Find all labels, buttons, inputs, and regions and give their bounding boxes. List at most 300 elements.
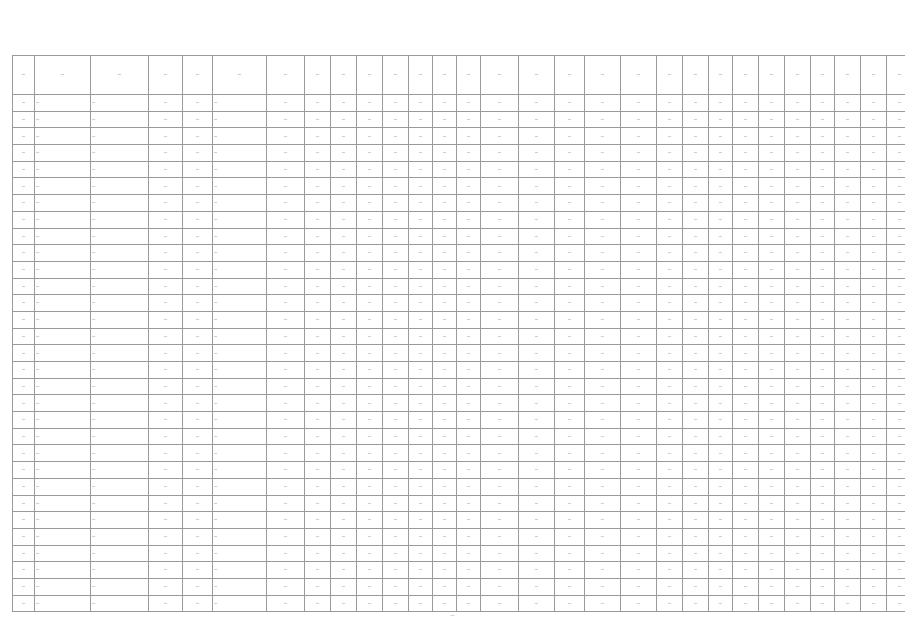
table-cell: — [433,195,457,212]
table-cell: — [585,195,621,212]
table-cell: — [35,395,91,412]
table-cell: — [811,345,835,362]
table-cell: — [519,211,555,228]
table-cell: — [861,178,887,195]
table-cell: — [433,261,457,278]
table-cell: — [811,378,835,395]
table-cell: — [433,328,457,345]
table-cell: — [35,578,91,595]
table-cell: — [305,445,331,462]
table-cell: — [709,295,733,312]
table-cell: — [457,178,481,195]
table-cell: — [267,395,305,412]
table-cell: — [759,311,785,328]
table-cell: — [835,111,861,128]
table-cell: — [13,428,35,445]
table-cell: — [861,495,887,512]
table-cell: — [861,195,887,212]
table-cell: — [785,528,811,545]
table-cell: — [433,128,457,145]
table-cell: — [861,145,887,162]
table-cell: — [621,478,657,495]
table-cell: — [305,195,331,212]
table-cell: — [35,161,91,178]
table-cell: — [709,211,733,228]
table-cell: — [519,178,555,195]
table-row [13,311,905,328]
table-cell: — [555,211,585,228]
column-header: — [357,56,383,95]
table-cell: — [555,528,585,545]
table-cell: — [861,412,887,429]
table-cell: — [835,362,861,379]
table-cell: — [213,228,267,245]
table-cell: — [13,111,35,128]
table-cell: — [357,178,383,195]
table-cell: — [383,545,409,562]
table-cell: — [331,495,357,512]
table-cell: — [305,378,331,395]
table-cell: — [759,328,785,345]
table-cell: — [331,328,357,345]
table-cell: — [433,528,457,545]
table-cell: — [357,328,383,345]
table-cell: — [91,512,149,529]
table-cell: — [861,395,887,412]
table-row [13,562,905,579]
column-header: — [149,56,183,95]
table-cell: — [887,512,905,529]
table-cell: — [481,495,519,512]
table-cell: — [357,345,383,362]
table-cell: — [733,462,759,479]
table-cell: — [683,528,709,545]
table-row [13,161,905,178]
table-cell: — [519,295,555,312]
table-cell: — [785,578,811,595]
table-cell: — [481,595,519,612]
table-cell: — [331,545,357,562]
table-cell: — [481,562,519,579]
table-row [13,128,905,145]
table-cell: — [91,128,149,145]
table-row [13,145,905,162]
table-cell: — [835,128,861,145]
table-cell: — [35,495,91,512]
table-cell: — [887,395,905,412]
column-header: — [183,56,213,95]
table-cell: — [811,478,835,495]
table-cell: — [183,378,213,395]
table-cell: — [13,245,35,262]
table-cell: — [457,512,481,529]
table-cell: — [683,178,709,195]
table-cell: — [733,495,759,512]
table-cell: — [621,462,657,479]
table-cell: — [357,228,383,245]
table-cell: — [433,161,457,178]
table-cell: — [383,562,409,579]
table-cell: — [383,462,409,479]
table-cell: — [267,528,305,545]
table-cell: — [91,145,149,162]
table-cell: — [683,211,709,228]
table-cell: — [13,462,35,479]
table-cell: — [683,412,709,429]
table-cell: — [457,145,481,162]
table-cell: — [457,311,481,328]
table-cell: — [383,128,409,145]
table-cell: — [331,111,357,128]
table-cell: — [457,295,481,312]
table-cell: — [91,428,149,445]
table-cell: — [331,345,357,362]
table-cell: — [555,478,585,495]
table-cell: — [585,128,621,145]
table-cell: — [409,311,433,328]
table-cell: — [709,195,733,212]
table-cell: — [733,228,759,245]
table-cell: — [657,545,683,562]
table-cell: — [621,261,657,278]
table-cell: — [433,295,457,312]
table-cell: — [861,462,887,479]
table-cell: — [759,211,785,228]
table-cell: — [519,328,555,345]
table-cell: — [409,362,433,379]
column-header: — [519,56,555,95]
table-cell: — [585,245,621,262]
table-cell: — [519,478,555,495]
table-cell: — [433,145,457,162]
table-cell: — [149,211,183,228]
table-cell: — [657,462,683,479]
table-cell: — [149,328,183,345]
table-cell: — [305,245,331,262]
table-cell: — [657,345,683,362]
table-cell: — [481,261,519,278]
table-cell: — [709,178,733,195]
table-cell: — [733,362,759,379]
table-cell: — [555,195,585,212]
table-cell: — [357,161,383,178]
table-cell: — [621,278,657,295]
table-cell: — [267,195,305,212]
table-cell: — [709,145,733,162]
table-cell: — [481,95,519,112]
table-cell: — [835,578,861,595]
table-cell: — [621,161,657,178]
table-cell: — [35,278,91,295]
table-cell: — [811,178,835,195]
table-cell: — [305,462,331,479]
table-cell: — [357,545,383,562]
table-cell: — [835,345,861,362]
table-cell: — [861,228,887,245]
table-cell: — [811,228,835,245]
table-cell: — [35,128,91,145]
table-cell: — [733,328,759,345]
table-cell: — [331,595,357,612]
table-cell: — [811,462,835,479]
table-cell: — [887,412,905,429]
table-cell: — [13,512,35,529]
table-cell: — [305,328,331,345]
table-cell: — [683,495,709,512]
table-cell: — [409,512,433,529]
table-cell: — [383,195,409,212]
table-row [13,478,905,495]
column-header: — [35,56,91,95]
table-cell: — [733,95,759,112]
table-cell: — [305,495,331,512]
table-cell: — [683,512,709,529]
table-cell: — [91,311,149,328]
column-header: — [383,56,409,95]
table-cell: — [481,478,519,495]
table-cell: — [621,412,657,429]
table-cell: — [835,378,861,395]
table-cell: — [811,428,835,445]
table-cell: — [183,578,213,595]
table-cell: — [213,345,267,362]
table-cell: — [759,278,785,295]
table-cell: — [585,211,621,228]
table-cell: — [457,545,481,562]
table-row [13,95,905,112]
table-cell: — [657,512,683,529]
table-cell: — [183,345,213,362]
table-cell: — [759,261,785,278]
table-cell: — [811,545,835,562]
table-cell: — [835,261,861,278]
table-cell: — [887,145,905,162]
table-cell: — [555,261,585,278]
table-cell: — [657,378,683,395]
table-cell: — [267,595,305,612]
table-cell: — [457,95,481,112]
table-cell: — [35,345,91,362]
table-cell: — [267,211,305,228]
table-cell: — [91,562,149,579]
table-cell: — [305,111,331,128]
table-cell: — [733,145,759,162]
table-cell: — [657,311,683,328]
table-cell: — [457,462,481,479]
table-cell: — [409,178,433,195]
table-cell: — [481,128,519,145]
table-cell: — [357,111,383,128]
table-cell: — [657,145,683,162]
table-cell: — [861,345,887,362]
table-cell: — [733,195,759,212]
table-cell: — [383,161,409,178]
table-cell: — [433,178,457,195]
table-cell: — [887,328,905,345]
table-cell: — [621,145,657,162]
table-cell: — [785,345,811,362]
table-cell: — [657,278,683,295]
table-cell: — [785,278,811,295]
table-cell: — [657,128,683,145]
table-cell: — [519,362,555,379]
table-cell: — [213,128,267,145]
table-cell: — [811,128,835,145]
table-cell: — [861,245,887,262]
table-cell: — [519,95,555,112]
table-cell: — [733,261,759,278]
table-cell: — [13,328,35,345]
table-cell: — [785,545,811,562]
table-cell: — [357,445,383,462]
table-cell: — [585,261,621,278]
table-cell: — [621,578,657,595]
table-cell: — [91,161,149,178]
table-cell: — [91,362,149,379]
table-cell: — [585,495,621,512]
table-cell: — [481,578,519,595]
table-cell: — [759,111,785,128]
table-cell: — [759,462,785,479]
table-cell: — [621,528,657,545]
table-cell: — [657,528,683,545]
table-cell: — [213,512,267,529]
table-cell: — [305,145,331,162]
table-cell: — [585,512,621,529]
table-cell: — [759,562,785,579]
table-cell: — [555,395,585,412]
table-cell: — [555,545,585,562]
table-cell: — [585,95,621,112]
table-cell: — [555,578,585,595]
table-cell: — [409,412,433,429]
table-cell: — [13,128,35,145]
table-cell: — [91,95,149,112]
table-cell: — [785,261,811,278]
table-cell: — [887,495,905,512]
table-cell: — [811,512,835,529]
table-cell: — [213,311,267,328]
table-cell: — [409,495,433,512]
table-cell: — [213,95,267,112]
column-header: — [835,56,861,95]
table-cell: — [683,128,709,145]
table-cell: — [887,245,905,262]
table-cell: — [457,328,481,345]
table-cell: — [811,395,835,412]
table-cell: — [683,95,709,112]
table-cell: — [861,328,887,345]
table-cell: — [331,428,357,445]
table-cell: — [621,295,657,312]
table-cell: — [457,412,481,429]
table-cell: — [835,278,861,295]
table-cell: — [835,161,861,178]
table-row [13,512,905,529]
table-cell: — [657,111,683,128]
table-cell: — [683,311,709,328]
table-cell: — [331,362,357,379]
table-cell: — [621,245,657,262]
table-cell: — [861,428,887,445]
table-cell: — [149,195,183,212]
table-cell: — [13,345,35,362]
table-cell: — [13,145,35,162]
table-cell: — [861,578,887,595]
table-header-row [13,56,905,95]
table-cell: — [213,495,267,512]
table-cell: — [149,245,183,262]
table-cell: — [555,128,585,145]
table-cell: — [811,145,835,162]
table-cell: — [621,562,657,579]
table-cell: — [683,245,709,262]
table-cell: — [183,295,213,312]
table-cell: — [357,211,383,228]
table-cell: — [35,362,91,379]
table-cell: — [409,195,433,212]
table-cell: — [733,278,759,295]
table-cell: — [585,362,621,379]
table-cell: — [709,495,733,512]
table-row [13,345,905,362]
table-cell: — [13,578,35,595]
table-cell: — [785,428,811,445]
table-cell: — [331,378,357,395]
table-cell: — [887,562,905,579]
table-cell: — [785,128,811,145]
table-cell: — [183,495,213,512]
table-cell: — [183,228,213,245]
table-cell: — [759,512,785,529]
table-cell: — [409,445,433,462]
table-cell: — [481,445,519,462]
table-cell: — [657,478,683,495]
column-header: — [657,56,683,95]
table-cell: — [383,528,409,545]
table-cell: — [331,161,357,178]
table-cell: — [91,545,149,562]
table-cell: — [519,445,555,462]
table-cell: — [733,595,759,612]
table-cell: — [861,378,887,395]
table-cell: — [621,111,657,128]
table-cell: — [785,228,811,245]
table-cell: — [35,95,91,112]
table-cell: — [357,462,383,479]
table-cell: — [331,128,357,145]
table-cell: — [519,495,555,512]
table-cell: — [519,111,555,128]
table-cell: — [481,111,519,128]
table-cell: — [657,178,683,195]
column-header: — [267,56,305,95]
table-cell: — [709,95,733,112]
table-cell: — [683,362,709,379]
table-row [13,261,905,278]
table-cell: — [785,595,811,612]
table-cell: — [733,445,759,462]
table-cell: — [149,161,183,178]
table-cell: — [657,195,683,212]
table-cell: — [35,178,91,195]
table-cell: — [785,161,811,178]
table-cell: — [555,328,585,345]
table-cell: — [267,462,305,479]
table-cell: — [149,495,183,512]
table-cell: — [785,211,811,228]
table-cell: — [409,595,433,612]
